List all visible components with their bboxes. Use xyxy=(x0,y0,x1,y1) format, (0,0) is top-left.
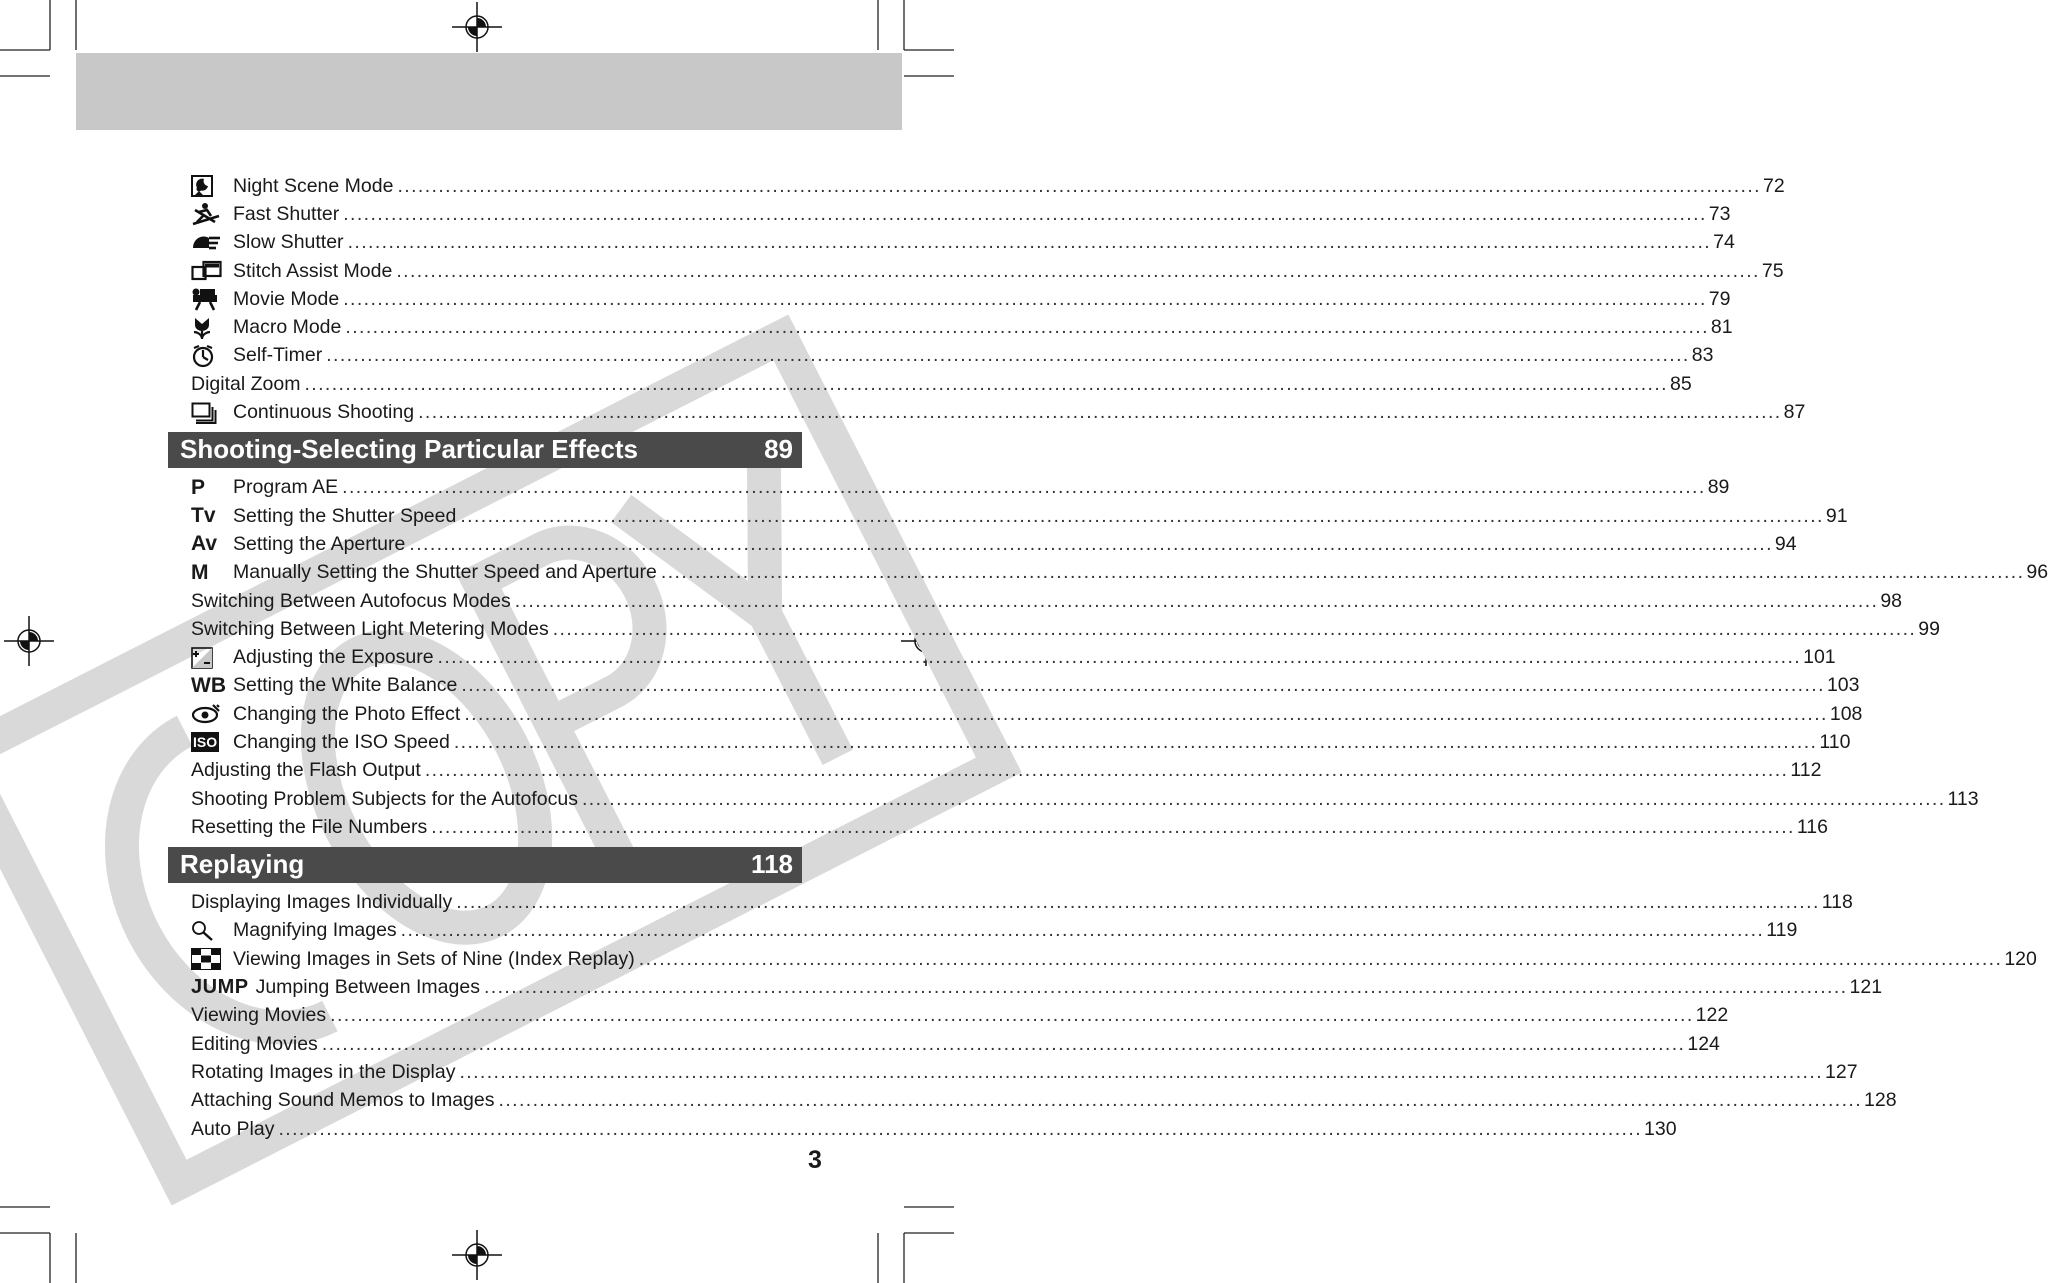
dot-leader: ........................................................................................................................................................................................................ xyxy=(483,976,1848,999)
toc-entry-page: 101 xyxy=(1803,646,1836,669)
section-heading xyxy=(168,432,802,468)
toc-entry[interactable] xyxy=(168,728,1851,756)
toc-entry[interactable] xyxy=(168,172,1785,200)
toc-entry-title: Viewing Movies xyxy=(191,1004,327,1027)
toc-entry-title: Attaching Sound Memos to Images xyxy=(191,1089,495,1112)
toc-entry-title: Resetting the File Numbers xyxy=(191,815,428,838)
exposure-icon xyxy=(191,646,233,670)
toc-entry-page: 72 xyxy=(1762,174,1785,197)
toc-entry-page: 113 xyxy=(1947,787,1979,810)
dot-leader: ........................................................................................................................................................................................................ xyxy=(464,702,1828,725)
toc-entry-page: 127 xyxy=(1825,1060,1858,1083)
section-page: 118 xyxy=(751,849,793,880)
toc-entry-page: 96 xyxy=(2026,561,2048,584)
toc-entry-title: Auto Play xyxy=(191,1117,275,1140)
toc-entry-title: Rotating Images in the Display xyxy=(191,1060,456,1083)
toc-entry[interactable] xyxy=(168,1115,1677,1143)
dot-leader: ........................................................................................................................................................................................................ xyxy=(431,815,1795,838)
dot-leader: ........................................................................................................................................................................................................ xyxy=(638,947,2003,970)
toc-entry-title: Digital Zoom xyxy=(191,372,301,395)
toc-entry[interactable] xyxy=(168,785,1979,813)
night-scene-icon xyxy=(191,174,233,198)
toc-entry-title: Manually Setting the Shutter Speed and Aperture xyxy=(233,561,657,584)
header-band xyxy=(76,53,902,130)
toc-entry-title: Magnifying Images xyxy=(233,919,397,942)
iso-icon: ISO xyxy=(193,734,218,751)
toc-entry-page: 124 xyxy=(1687,1032,1720,1055)
toc-entry[interactable] xyxy=(168,973,1883,1001)
toc-entry[interactable] xyxy=(168,474,1730,502)
manual-icon: M xyxy=(191,560,209,584)
registration-mark-left xyxy=(4,616,54,666)
dot-leader: ........................................................................................................................................................................................................ xyxy=(343,202,1707,225)
dot-leader: ........................................................................................................................................................................................................ xyxy=(396,259,1760,282)
page-number: 3 xyxy=(808,1146,822,1174)
toc-entry-page: 130 xyxy=(1644,1117,1677,1140)
dot-leader: ........................................................................................................................................................................................................ xyxy=(342,476,1706,499)
toc-entry-title: Fast Shutter xyxy=(233,202,340,225)
toc-entry-page: 94 xyxy=(1774,532,1797,555)
toc-entry-title: Switching Between Light Metering Modes xyxy=(191,617,549,640)
toc-entry-page: 108 xyxy=(1829,702,1863,725)
toc-entry[interactable] xyxy=(168,615,1940,643)
toc-entry-title: Setting the Aperture xyxy=(233,532,406,555)
dot-leader: ........................................................................................................................................................................................................ xyxy=(330,1004,1694,1027)
toc-entry-page: 112 xyxy=(1790,759,1822,782)
table-of-contents xyxy=(168,172,2048,1143)
section-page: 89 xyxy=(764,434,793,465)
toc-entry[interactable] xyxy=(168,889,1853,917)
self-timer-icon xyxy=(191,344,233,368)
toc-entry-title: Displaying Images Individually xyxy=(191,891,453,914)
toc-entry-page: 79 xyxy=(1708,287,1731,310)
toc-entry[interactable] xyxy=(168,200,1731,228)
toc-entry[interactable] xyxy=(168,370,1692,398)
toc-entry-title: Adjusting the Exposure xyxy=(233,646,434,669)
toc-entry[interactable] xyxy=(168,257,1784,285)
toc-entry-title: Movie Mode xyxy=(233,287,340,310)
photo-effect-icon xyxy=(191,702,233,726)
toc-entry-title: Continuous Shooting xyxy=(233,401,415,424)
dot-leader: ........................................................................................................................................................................................................ xyxy=(453,730,1818,753)
white-balance-icon: WB xyxy=(191,673,226,697)
toc-entry[interactable] xyxy=(168,587,1903,615)
toc-entry-title: Changing the Photo Effect xyxy=(233,702,461,725)
toc-entry[interactable] xyxy=(168,1058,1858,1086)
dot-leader: ........................................................................................................................................................................................................ xyxy=(304,372,1668,395)
toc-entry[interactable] xyxy=(168,342,1714,370)
toc-entry[interactable] xyxy=(168,757,1822,785)
dot-leader: ........................................................................................................................................................................................................ xyxy=(321,1032,1686,1055)
section-heading xyxy=(168,847,802,883)
toc-entry[interactable] xyxy=(168,813,1828,841)
fast-shutter-icon xyxy=(191,202,233,226)
toc-entry[interactable] xyxy=(168,559,2048,587)
index-replay-icon xyxy=(191,947,233,971)
dot-leader: ........................................................................................................................................................................................................ xyxy=(461,674,1825,697)
registration-mark-top xyxy=(452,2,502,52)
toc-entry-title: Shooting Problem Subjects for the Autofocus xyxy=(191,787,578,810)
dot-leader: ........................................................................................................................................................................................................ xyxy=(460,504,1824,527)
toc-entry-page: 98 xyxy=(1880,589,1903,612)
toc-entry-title: Night Scene Mode xyxy=(233,174,394,197)
toc-entry-title: Jumping Between Images xyxy=(255,976,480,999)
toc-entry-title: Self-Timer xyxy=(233,344,323,367)
dot-leader: ........................................................................................................................................................................................................ xyxy=(459,1060,1824,1083)
dot-leader: ........................................................................................................................................................................................................ xyxy=(397,174,1761,197)
magnify-icon xyxy=(191,919,233,943)
toc-entry-title: Slow Shutter xyxy=(233,231,344,254)
dot-leader: ........................................................................................................................................................................................................ xyxy=(418,401,1782,424)
dot-leader: ........................................................................................................................................................................................................ xyxy=(347,231,1712,254)
dot-leader: ........................................................................................................................................................................................................ xyxy=(345,316,1709,339)
macro-icon xyxy=(191,316,233,340)
toc-entry-title: Viewing Images in Sets of Nine (Index Replay) xyxy=(233,947,635,970)
toc-entry[interactable] xyxy=(168,285,1731,313)
toc-entry[interactable] xyxy=(168,1030,1720,1058)
toc-entry-title: Macro Mode xyxy=(233,316,342,339)
toc-entry-page: 119 xyxy=(1766,919,1798,942)
dot-leader: ........................................................................................................................................................................................................ xyxy=(409,532,1773,555)
toc-entry-page: 73 xyxy=(1708,202,1731,225)
dot-leader: ........................................................................................................................................................................................................ xyxy=(514,589,1879,612)
dot-leader: ........................................................................................................................................................................................................ xyxy=(581,787,1946,810)
toc-entry[interactable] xyxy=(168,502,1848,530)
toc-entry-page: 121 xyxy=(1849,976,1883,999)
dot-leader: ........................................................................................................................................................................................................ xyxy=(552,617,1917,640)
toc-entry-page: 128 xyxy=(1864,1089,1897,1112)
toc-entry[interactable] xyxy=(168,530,1797,558)
tv-icon: Tv xyxy=(191,504,216,528)
toc-entry-title: Switching Between Autofocus Modes xyxy=(191,589,511,612)
toc-entry-page: 74 xyxy=(1713,231,1735,254)
toc-entry[interactable] xyxy=(168,229,1735,257)
toc-entry-page: 103 xyxy=(1826,674,1860,697)
toc-entry[interactable] xyxy=(168,945,2037,973)
toc-entry-page: 110 xyxy=(1819,730,1851,753)
toc-entry-page: 120 xyxy=(2004,947,2037,970)
toc-entry[interactable] xyxy=(168,643,1836,671)
jump-icon: JUMP xyxy=(191,976,249,999)
toc-entry[interactable] xyxy=(168,672,1860,700)
toc-entry-page: 89 xyxy=(1707,476,1730,499)
toc-entry-page: 85 xyxy=(1670,372,1692,395)
registration-mark-bottom xyxy=(452,1230,502,1280)
av-icon: Av xyxy=(191,532,218,556)
toc-entry-title: Adjusting the Flash Output xyxy=(191,759,421,782)
stitch-assist-icon xyxy=(191,259,233,283)
dot-leader: ........................................................................................................................................................................................................ xyxy=(437,646,1802,669)
toc-entry-title: Changing the ISO Speed xyxy=(233,730,450,753)
section-title: Shooting-Selecting Particular Effects xyxy=(180,434,638,465)
toc-entry-page: 91 xyxy=(1825,504,1848,527)
dot-leader: ........................................................................................................................................................................................................ xyxy=(326,344,1690,367)
dot-leader: ........................................................................................................................................................................................................ xyxy=(498,1089,1863,1112)
toc-entry-page: 81 xyxy=(1710,316,1733,339)
slow-shutter-icon xyxy=(191,231,233,255)
toc-entry-page: 75 xyxy=(1761,259,1784,282)
toc-entry[interactable] xyxy=(168,398,1806,426)
toc-entry-title: Program AE xyxy=(233,476,339,499)
toc-entry[interactable] xyxy=(168,313,1733,341)
toc-entry-title: Setting the White Balance xyxy=(233,674,458,697)
toc-entry[interactable] xyxy=(168,917,1798,945)
toc-entry-page: 118 xyxy=(1821,891,1853,914)
toc-entry[interactable] xyxy=(168,700,1863,728)
dot-leader: ........................................................................................................................................................................................................ xyxy=(456,891,1820,914)
toc-entry-title: Stitch Assist Mode xyxy=(233,259,393,282)
toc-entry-page: 116 xyxy=(1796,815,1828,838)
toc-entry-page: 122 xyxy=(1695,1004,1729,1027)
dot-leader: ........................................................................................................................................................................................................ xyxy=(400,919,1765,942)
dot-leader: ........................................................................................................................................................................................................ xyxy=(660,561,2025,584)
dot-leader: ........................................................................................................................................................................................................ xyxy=(278,1117,1643,1140)
continuous-shooting-icon xyxy=(191,401,233,425)
toc-entry-title: Editing Movies xyxy=(191,1032,318,1055)
program-ae-icon: P xyxy=(191,475,206,499)
movie-icon xyxy=(191,287,233,311)
toc-entry[interactable] xyxy=(168,1087,1897,1115)
dot-leader: ........................................................................................................................................................................................................ xyxy=(424,759,1789,782)
toc-entry-page: 87 xyxy=(1783,401,1806,424)
toc-entry-title: Setting the Shutter Speed xyxy=(233,504,457,527)
dot-leader: ........................................................................................................................................................................................................ xyxy=(343,287,1707,310)
section-title: Replaying xyxy=(180,849,305,880)
toc-entry-page: 83 xyxy=(1691,344,1714,367)
toc-entry-page: 99 xyxy=(1918,617,1940,640)
toc-entry[interactable] xyxy=(168,1002,1729,1030)
